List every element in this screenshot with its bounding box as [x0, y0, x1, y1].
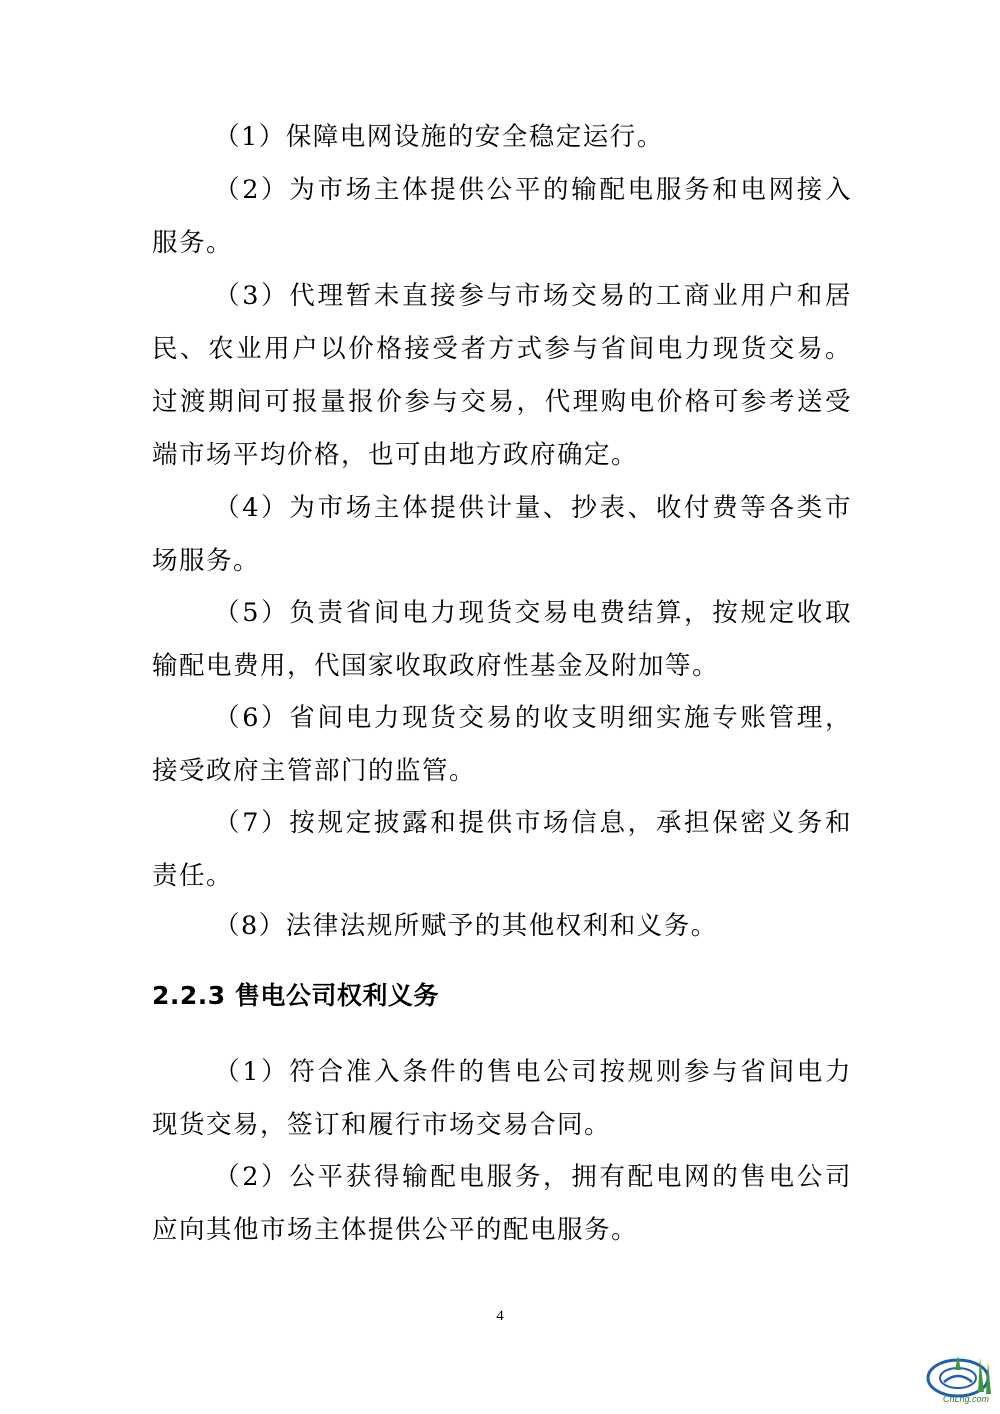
watermark-text: CnLng.com — [942, 1394, 990, 1404]
paragraph-2: （2）为市场主体提供公平的输配电服务和电网接入服务。 — [152, 175, 852, 258]
paragraph-6: （6）省间电力现货交易的收支明细实施专账管理，接受政府主管部门的监管。 — [152, 703, 852, 786]
paragraph-1: （1）保障电网设施的安全稳定运行。 — [214, 122, 664, 152]
paragraph-3: （3）代理暂未直接参与市场交易的工商业用户和居民、农业用户以价格接受者方式参与省间电力现货交易。过渡期间可报量报价参与交易，代理购电价格可参考送受端市场平均价格，也可由地方政府确定。 — [152, 281, 852, 470]
paragraph-4: （4）为市场主体提供计量、抄表、收付费等各类市场服务。 — [152, 493, 852, 576]
paragraph-5: （5）负责省间电力现货交易电费结算，按规定收取输配电费用，代国家收取政府性基金及附加等。 — [152, 598, 852, 681]
paragraph-9: （1）符合准入条件的售电公司按规则参与省间电力现货交易，签订和履行市场交易合同。 — [152, 1057, 852, 1140]
paragraph-7: （7）按规定披露和提供市场信息，承担保密义务和责任。 — [152, 808, 852, 891]
page-number: 4 — [496, 1308, 504, 1324]
paragraph-8: （8）法律法规所赋予的其他权利和义务。 — [214, 911, 718, 941]
section-heading: 2.2.3 售电公司权利义务 — [152, 981, 439, 1010]
paragraph-10: （2）公平获得输配电服务，拥有配电网的售电公司应向其他市场主体提供公平的配电服务。 — [152, 1162, 852, 1245]
